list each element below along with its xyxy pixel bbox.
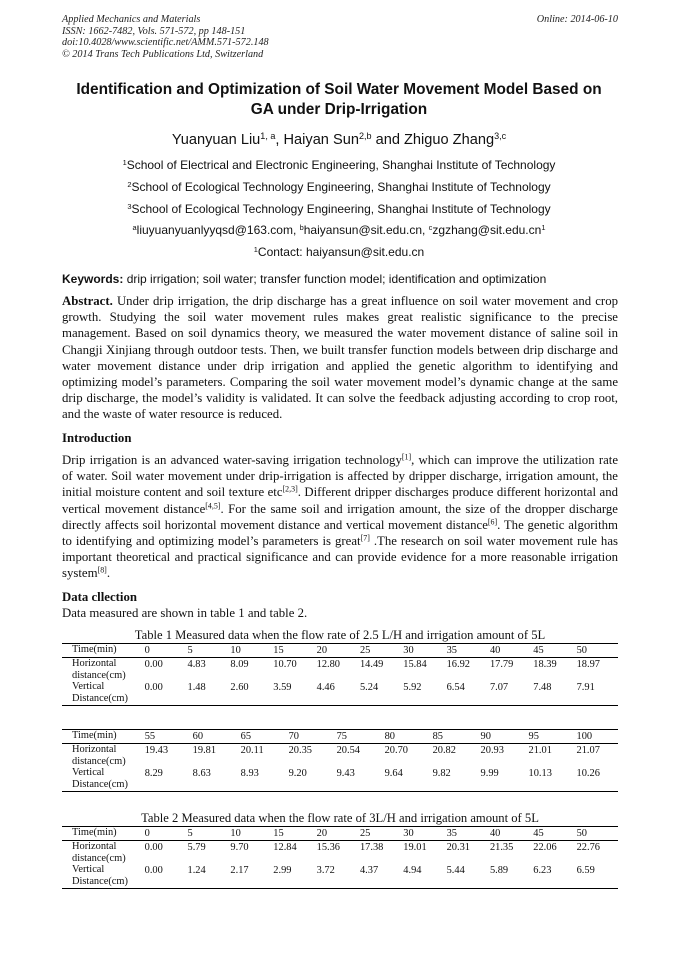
- online-date: Online: 2014-06-10: [536, 14, 618, 25]
- table-cell: 16.92: [446, 658, 470, 670]
- table-cell: 35: [445, 644, 488, 658]
- table-cell: 8.63: [191, 767, 239, 791]
- table-cell: 15: [271, 827, 314, 841]
- table-cell: 20.35: [288, 744, 312, 756]
- citation-6[interactable]: [8]: [97, 566, 107, 576]
- affiliation-1: [40, 157, 638, 173]
- table-cell: 2.60: [228, 681, 271, 705]
- table-cell: 9.64: [383, 767, 431, 791]
- table-cell: 12.84: [273, 841, 297, 853]
- table-cell: 80: [383, 730, 431, 744]
- table-cell: 5: [186, 827, 229, 841]
- table-row: [62, 730, 618, 744]
- table-cell: 20.70: [384, 744, 408, 756]
- table-cell: 90: [479, 730, 527, 744]
- table-cell: 25: [358, 644, 401, 658]
- intro-text-2: , which can improve the utilization rate of water. Soil water movement under drip-irrigation is affected by dripper discharge, irrigation amount, the initial moisture content and soil texture etc: [62, 453, 618, 500]
- table-cell: 30: [401, 644, 444, 658]
- table-row: [62, 644, 618, 658]
- horizontal-label: [62, 840, 143, 864]
- horizontal-label-line-1: Horizontal: [72, 840, 117, 852]
- table-cell: 22.76: [576, 841, 600, 853]
- author-1: Yuanyuan Liu: [171, 132, 261, 148]
- vertical-label-line-1: Vertical: [72, 767, 105, 779]
- table-cell: 5.24: [358, 681, 401, 705]
- table-cell: 25: [358, 827, 401, 841]
- email-a: liuyuanyuanlyyqsd@163.com,: [136, 223, 300, 237]
- affiliation-3-text: School of Ecological Technology Engineering, Shanghai Institute of Technology: [131, 202, 551, 216]
- table-cell: 9.70: [230, 841, 249, 853]
- title-line-2: GA under Drip-Irrigation: [250, 101, 428, 118]
- table-row: [62, 657, 618, 681]
- table-cell: 19.81: [192, 744, 217, 756]
- intro-text-1: Drip irrigation is an advanced water-saving irrigation technology: [62, 453, 402, 467]
- intro-text-6: .The research on soil water movement rule has important theoretical and practical significance and can provide evidence for a more reasonable irrigation system: [62, 534, 618, 581]
- contact-text: Contact: haiyansun@sit.edu.cn: [257, 245, 425, 259]
- data-collection-heading: Data cllection: [62, 590, 137, 604]
- citation-4[interactable]: [6]: [487, 517, 498, 527]
- introduction-heading: Introduction: [62, 431, 132, 445]
- table-cell: 7.48: [531, 681, 574, 705]
- table-cell: 6.59: [575, 864, 618, 888]
- horizontal-label-line-1: Horizontal: [72, 743, 117, 755]
- table-cell: 50: [575, 827, 618, 841]
- table-cell: 10: [228, 827, 271, 841]
- table-cell: 3.72: [315, 864, 358, 888]
- email-a-sup: a: [132, 222, 137, 232]
- intro-text-4: . For the same soil and irrigation amount, the size of the dropper discharge directly affects soil horizontal movement distance and vertical movement distance: [62, 501, 618, 532]
- table-1-part-2: [62, 729, 618, 792]
- author-2-sup: 2,b: [358, 131, 372, 142]
- horizontal-label-line-1: Horizontal: [72, 657, 117, 669]
- time-label: Time(min): [62, 827, 143, 841]
- table-cell: 9.20: [287, 767, 335, 791]
- keywords-label: Keywords:: [62, 272, 124, 286]
- affiliation-3-sup: 3: [127, 201, 132, 211]
- table-2: [62, 826, 618, 889]
- keywords-text: drip irrigation; soil water; transfer function model; identification and optimization: [123, 272, 547, 286]
- table-2-caption: Table 2 Measured data when the flow rate of 3L/H and irrigation amount of 5L: [141, 811, 539, 825]
- table-cell: 1.48: [186, 681, 229, 705]
- affiliation-2-text: School of Ecological Technology Engineering, Shanghai Institute of Technology: [131, 180, 551, 194]
- table-cell: 20.31: [446, 841, 470, 853]
- table-cell: 100: [575, 730, 618, 744]
- table-row: [62, 840, 618, 864]
- vertical-label-line-2: Distance(cm): [72, 779, 128, 791]
- vertical-label: [62, 767, 143, 791]
- table-1-part-1: [62, 643, 618, 706]
- issn-line: ISSN: 1662-7482, Vols. 571-572, pp 148-151: [62, 25, 246, 37]
- table-cell: 20.54: [336, 744, 360, 756]
- table-cell: 4.46: [315, 681, 358, 705]
- table-cell: 0.00: [143, 681, 186, 705]
- table-cell: 8.29: [143, 767, 191, 791]
- contact-line: [40, 244, 638, 260]
- vertical-label-line-2: Distance(cm): [72, 693, 128, 705]
- data-collection-text: Data measured are shown in table 1 and table 2.: [62, 606, 308, 620]
- introduction-paragraph: [62, 452, 618, 582]
- table-cell: 5.92: [401, 681, 444, 705]
- time-label: Time(min): [62, 644, 143, 658]
- citation-1[interactable]: [1]: [401, 452, 412, 462]
- table-cell: 70: [287, 730, 335, 744]
- running-header: [62, 14, 618, 60]
- table-cell: 5.44: [445, 864, 488, 888]
- horizontal-label: [62, 657, 143, 681]
- table-cell: 7.91: [575, 681, 618, 705]
- email-b-sup: b: [299, 222, 304, 232]
- table-1-caption: Table 1 Measured data when the flow rate of 2.5 L/H and irrigation amount of 5L: [134, 628, 546, 642]
- table-cell: 20: [315, 827, 358, 841]
- table-cell: 19.01: [403, 841, 427, 853]
- table-cell: 0: [143, 827, 186, 841]
- table-cell: 15.36: [316, 841, 341, 853]
- citation-3[interactable]: [4,5]: [205, 501, 221, 511]
- table-cell: 4.83: [187, 658, 206, 670]
- table-cell: 4.94: [401, 864, 444, 888]
- keywords: [62, 271, 618, 287]
- abstract: [62, 293, 618, 423]
- table-cell: 40: [488, 644, 531, 658]
- intro-text-5: . The genetic algorithm to identifying and optimizing model’s parameters is great: [62, 517, 618, 549]
- email-c-sup: c: [428, 222, 433, 232]
- table-cell: 14.49: [359, 658, 384, 670]
- author-list: [40, 130, 638, 150]
- horizontal-label-line-2: distance(cm): [72, 852, 126, 864]
- table-cell: 17.38: [359, 841, 384, 853]
- table-cell: 8.93: [239, 767, 287, 791]
- table-cell: 10.26: [575, 767, 618, 791]
- abstract-label: Abstract.: [62, 294, 113, 308]
- table-cell: 9.82: [431, 767, 479, 791]
- table-cell: 40: [488, 827, 531, 841]
- table-cell: 45: [531, 644, 574, 658]
- table-cell: 9.99: [479, 767, 527, 791]
- abstract-text: Under drip irrigation, the drip discharge has a great influence on soil water movement and crop growth. Studying the soil water movement rules makes great realistic significance to the precise management. Based on soil dynamics theory, we measured the water movement distance of saline soil in Changji Xinjiang through outdoor tests. Then, we built transfer function models between drip discharge and water movement distance under drip irrigation and applied the genetic algorithm to identifying and optimizing model’s parameters. Comparing the soil water movement model’s dynamic change at the same drip discharge, the model’s validity is validated. It can solve the feedback adjusting according to crop root, and the waste of water resource is reduced.: [62, 294, 618, 422]
- table-cell: 21.07: [576, 744, 600, 756]
- table-cell: 65: [239, 730, 287, 744]
- table-cell: 8.09: [230, 658, 249, 670]
- copyright-line: © 2014 Trans Tech Publications Ltd, Switzerland: [62, 48, 264, 60]
- author-3-sup: 3,c: [494, 131, 507, 142]
- email-end-sup: 1: [541, 222, 546, 232]
- table-cell: 6.23: [531, 864, 574, 888]
- table-cell: 60: [191, 730, 239, 744]
- table-cell: 15: [271, 644, 314, 658]
- table-cell: 0.00: [143, 864, 186, 888]
- table-cell: 15.84: [403, 658, 427, 670]
- table-cell: 21.01: [528, 744, 552, 756]
- paper-title: [40, 80, 638, 120]
- table-cell: 1.24: [186, 864, 229, 888]
- author-1-sup: 1, a: [260, 131, 276, 142]
- table-cell: 95: [527, 730, 575, 744]
- affiliation-1-text: School of Electrical and Electronic Engineering, Shanghai Institute of Technology: [126, 158, 556, 172]
- table-cell: 9.43: [335, 767, 383, 791]
- affiliation-1-sup: 1: [122, 157, 127, 167]
- table-cell: 18.39: [533, 658, 557, 670]
- vertical-label-line-1: Vertical: [72, 864, 105, 876]
- affiliation-3: [40, 201, 638, 217]
- table-cell: 35: [445, 827, 488, 841]
- time-label: Time(min): [62, 730, 143, 744]
- affiliation-2-sup: 2: [127, 179, 132, 189]
- table-cell: 0.00: [144, 658, 163, 670]
- email-b: haiyansun@sit.edu.cn,: [303, 223, 429, 237]
- table-cell: 85: [431, 730, 479, 744]
- table-cell: 10.70: [273, 658, 297, 670]
- affiliation-2: [40, 179, 638, 195]
- table-cell: 12.80: [316, 658, 341, 670]
- table-cell: 22.06: [533, 841, 557, 853]
- table-cell: 30: [401, 827, 444, 841]
- table-cell: 5.89: [488, 864, 531, 888]
- table-row: [62, 827, 618, 841]
- horizontal-label: [62, 743, 143, 767]
- table-cell: 2.99: [271, 864, 314, 888]
- vertical-label-line-1: Vertical: [72, 681, 105, 693]
- table-cell: 10.13: [527, 767, 575, 791]
- citation-2[interactable]: [2,3]: [282, 485, 298, 495]
- table-cell: 3.59: [271, 681, 314, 705]
- table-cell: 10: [228, 644, 271, 658]
- author-2: Haiyan Sun: [283, 132, 359, 148]
- table-cell: 19.43: [144, 744, 169, 756]
- table-cell: 45: [531, 827, 574, 841]
- horizontal-label-line-2: distance(cm): [72, 669, 126, 681]
- table-row: [62, 743, 618, 767]
- intro-text-7: .: [106, 566, 111, 581]
- vertical-label-line-2: Distance(cm): [72, 876, 128, 888]
- table-row: [62, 681, 618, 705]
- table-cell: 2.17: [228, 864, 271, 888]
- table-cell: 17.79: [489, 658, 514, 670]
- table-row: [62, 767, 618, 791]
- author-3: Zhiguo Zhang: [404, 132, 495, 148]
- doi-line: doi:10.4028/www.scientific.net/AMM.571-572.148: [62, 37, 269, 49]
- table-cell: 5: [186, 644, 229, 658]
- table-cell: 7.07: [488, 681, 531, 705]
- table-cell: 55: [143, 730, 191, 744]
- table-cell: 0: [143, 644, 186, 658]
- author-sep-2: and: [371, 132, 404, 148]
- table-cell: 20.93: [480, 744, 504, 756]
- email-line: [40, 222, 638, 238]
- table-cell: 50: [575, 644, 618, 658]
- table-cell: 20.11: [240, 744, 264, 756]
- table-cell: 75: [335, 730, 383, 744]
- table-cell: 20.82: [432, 744, 456, 756]
- table-cell: 5.79: [187, 841, 206, 853]
- table-cell: 21.35: [489, 841, 514, 853]
- table-cell: 4.37: [358, 864, 401, 888]
- title-line-1: Identification and Optimization of Soil Water Movement Model Based on: [76, 81, 602, 98]
- email-c: zgzhang@sit.edu.cn: [432, 223, 542, 237]
- table-cell: 20: [315, 644, 358, 658]
- author-sep-1: ,: [275, 132, 284, 148]
- table-row: [62, 864, 618, 888]
- vertical-label: [62, 864, 143, 888]
- table-cell: 0.00: [144, 841, 163, 853]
- citation-5[interactable]: [7]: [360, 533, 370, 543]
- journal-name: Applied Mechanics and Materials: [62, 14, 201, 25]
- vertical-label: [62, 681, 143, 705]
- intro-text-3: . Different dripper discharges produce different horizontal and vertical movement distance: [62, 485, 618, 516]
- horizontal-label-line-2: distance(cm): [72, 755, 126, 767]
- table-cell: 6.54: [445, 681, 488, 705]
- contact-sup: 1: [253, 244, 258, 254]
- table-cell: 18.97: [576, 658, 600, 670]
